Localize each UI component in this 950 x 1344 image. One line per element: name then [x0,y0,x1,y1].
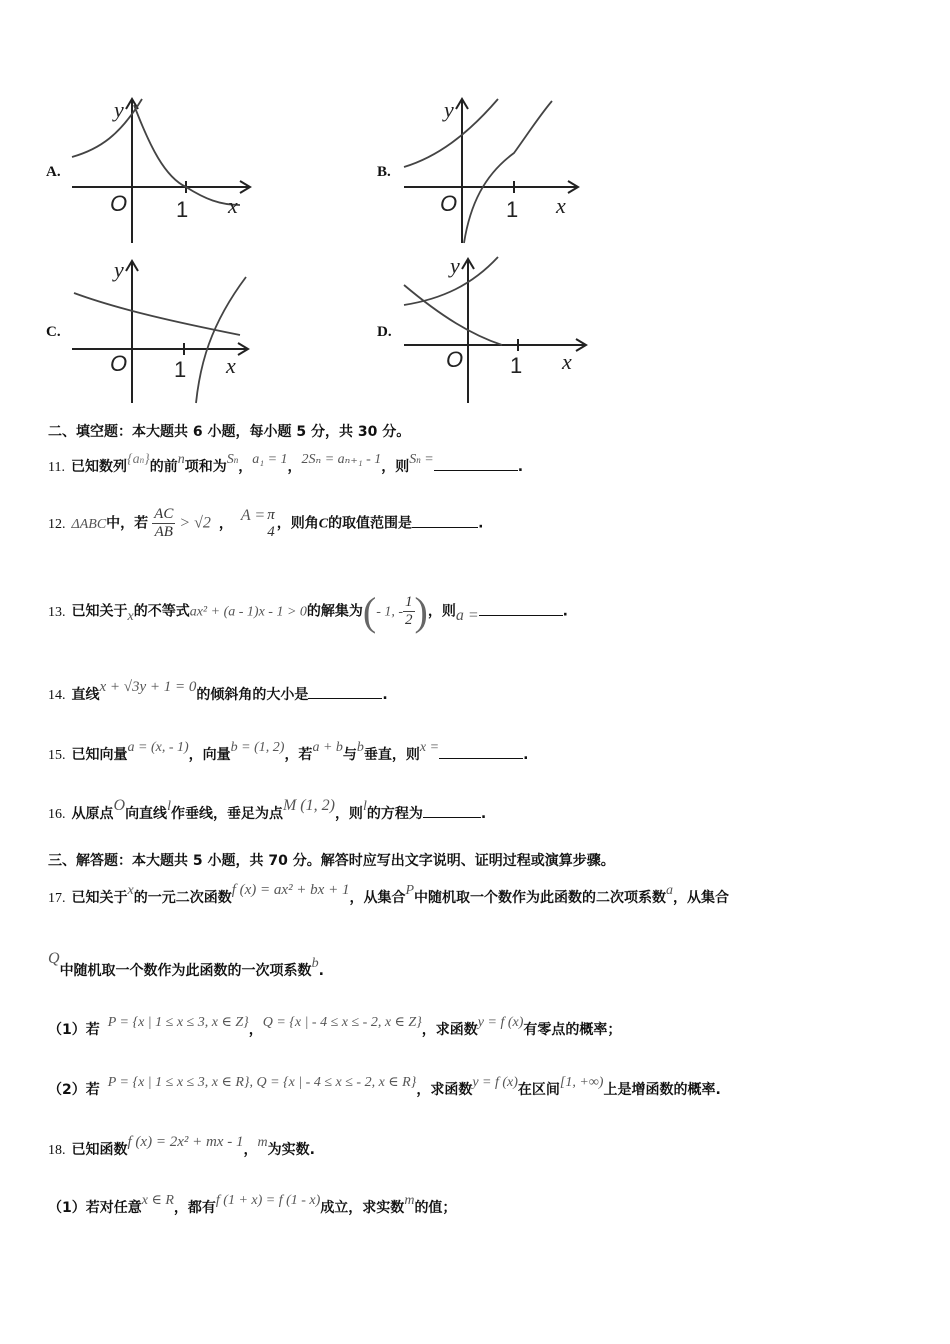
q15-text: ，向量 [188,747,231,763]
q12-pi-den: 4 [267,523,275,540]
q17-x: x [127,883,134,898]
q12-text: ，则角 [276,515,319,532]
q17-part2-end: 上是增函数的概率. [603,1082,721,1098]
q18-m: m [257,1135,268,1150]
tick-one-label: 1 [176,197,189,222]
q16-l2: l [362,799,367,814]
q17-part1-text: ，求函数 [421,1022,478,1038]
question-number: 14. [48,688,66,703]
question-number: 15. [48,748,66,763]
question-17-line2 [48,950,324,980]
q14-end: . [382,687,388,703]
q15-b: b [356,740,364,755]
option-b-label[interactable]: B. [377,164,391,180]
q12-pi-num: π [267,506,275,523]
q18-part1-text: ，都有 [173,1200,216,1216]
q11-seq-a: a [132,452,140,467]
q12-triangle: ΔABC [71,516,107,532]
q17-b: b [311,956,319,971]
question-number: 11. [48,460,65,475]
question-17-part1 [48,1015,622,1039]
q18-text: 为实数. [267,1142,315,1158]
q13-half-num: 1 [405,594,413,610]
q17-function: f (x) = ax² + bx + 1 [231,882,350,898]
q11-S2-sub: n [416,455,421,465]
q12-text: 的取值范围是 [328,515,413,532]
q15-sum: a + b [312,740,343,755]
q15-text: ，若 [284,747,313,763]
q12-gt: > √2 [179,514,211,532]
q18-text: ， [243,1142,258,1158]
q17-text: 中随机取一个数作为此函数的二次项系数 [414,890,667,906]
q11-S2 [409,452,433,467]
origin-label: O [110,191,128,216]
q18-text: 已知函数 [71,1142,128,1158]
q16-text: 从原点 [71,806,114,822]
answer-blank[interactable] [412,527,478,528]
q15-text: 已知向量 [71,747,128,763]
x-axis-label: x [228,193,238,218]
question-16 [48,797,487,823]
question-number: 13. [48,604,66,620]
section-solve-title: 三、解答题：本大题共 5 小题，共 70 分。解答时应写出文字说明、证明过程或演算步骤。 [48,853,615,869]
q13-inequality: ax² + (a - 1)x - 1 > 0 [189,604,307,620]
q17-Q: Q [48,950,60,967]
origin-label: O [446,347,464,372]
origin-label: O [440,191,458,216]
tick-one-label: 1 [506,197,519,222]
x-axis-label: x [556,193,566,218]
q18-part1-text: 成立，求实数 [320,1200,405,1216]
q17-part1-comma: ， [248,1022,263,1038]
answer-blank[interactable] [479,615,563,616]
q16-O: O [113,797,126,814]
question-15 [48,740,529,764]
q18-function: f (x) = 2x² + mx - 1 [127,1134,244,1150]
q17-text: ，从集合 [349,890,406,906]
q18-part1-x: x ∈ R [141,1193,174,1208]
q13-half-den: 2 [405,612,413,628]
q17-part1-label: （1）若 [48,1022,100,1038]
q15-x-eq: x = [419,740,440,755]
origin-label: O [110,351,128,376]
y-axis-label: y [444,97,454,122]
y-axis-label: y [114,97,124,122]
q12-text: 中，若 [106,515,149,532]
q11-eq: = [424,452,434,467]
option-c-graph [70,255,270,405]
q11-cond1: a₁ = 1 [252,452,288,467]
q17-part1-P: P = {x | 1 ≤ x ≤ 3, x ∈ Z} [107,1015,249,1030]
q17-text: 中随机取一个数作为此函数的一次项系数 [59,963,312,979]
y-axis-label: y [114,257,124,282]
option-b-graph [402,95,602,245]
q12-C: C [318,516,329,532]
q17-part2-label: （2）若 [48,1082,100,1098]
q16-text: ，则 [334,806,363,822]
q18-part1-m: m [404,1193,415,1208]
answer-blank[interactable] [308,698,382,699]
q12-frac-den: AB [154,524,173,540]
q17-text: . [318,963,324,979]
q16-text: 作垂线，垂足为点 [170,806,283,822]
q11-text: ，则 [381,459,410,475]
tick-one-label: 1 [174,357,187,382]
q12-pi-frac [265,507,277,541]
q15-text: 与 [342,747,357,763]
q11-S-sub: n [233,455,239,465]
question-12 [48,506,483,541]
q16-end: . [480,806,487,822]
question-14 [48,679,388,704]
q11-seq-sub: n [139,455,145,465]
option-d-graph [402,255,602,405]
answer-blank[interactable] [423,817,481,818]
question-17 [48,882,730,907]
q13-half [403,594,415,629]
option-c-label[interactable]: C. [46,324,61,340]
q13-text: ，则 [427,603,456,620]
q17-text: ，从集合 [673,890,730,906]
question-18 [48,1134,315,1159]
option-a-label[interactable]: A. [46,164,61,180]
q13-x: x [127,608,134,624]
option-a-graph [70,95,270,245]
question-17-part2 [48,1075,721,1099]
x-axis-label: x [226,353,236,378]
q18-part1-eq: f (1 + x) = f (1 - x) [215,1193,321,1208]
q16-text: 的方程为 [366,806,423,822]
q12-comma: ， [218,515,233,532]
question-number: 12. [48,516,66,532]
question-18-part1 [48,1193,457,1217]
q17-text: 的一元二次函数 [133,890,232,906]
question-13: 13. 已知关于x的不等式ax² + (a - 1)x - 1 > 0的解集为(- 1, - $\frac{1}{2}$ )，则a = . [48,589,568,634]
option-d-label[interactable]: D. [377,324,392,340]
q11-S [227,452,239,467]
q13-text: 已知关于 [71,603,128,620]
q17-part2-interval: [1, +∞) [559,1075,604,1090]
question-number: 18. [48,1143,66,1158]
q17-a: a [666,883,674,898]
q13-set-left: - 1, - [376,604,404,620]
q12-A-eq: A = [240,506,266,524]
q11-cond2: 2Sₙ = aₙ₊₁ - 1 [301,452,382,467]
question-number: 16. [48,807,66,822]
q13-text: 的解集为 [306,603,363,620]
answer-blank[interactable] [434,470,518,471]
question-number: 17. [48,891,66,906]
q17-part2-text: 在区间 [517,1082,560,1098]
q11-S-letter: S [226,452,234,467]
q13-end: . [562,603,568,620]
q17-part1-Q: Q = {x | - 4 ≤ x ≤ - 2, x ∈ Z} [262,1015,422,1030]
q11-seq: {an} [126,452,150,467]
q18-part1-end: 的值； [414,1200,457,1216]
q17-text: 已知关于 [71,890,128,906]
q17-part1-end: 有零点的概率； [523,1022,622,1038]
q16-text: 向直线 [125,806,168,822]
q12-fraction [152,506,175,541]
q17-part2-f: y = f (x) [472,1075,518,1090]
q11-n: n [177,452,185,467]
q15-end: . [523,747,529,763]
q14-text: 直线 [71,687,100,703]
q11-end: . [517,459,524,475]
section-fill-in-title: 二、填空题：本大题共 6 小题，每小题 5 分，共 30 分。 [48,424,411,440]
question-11: 11. 已知数列{an}的前n项和为Sn，a₁ = 1，2Sₙ = aₙ₊₁ - 1，则Sn = . [48,452,524,475]
answer-blank[interactable] [439,758,523,759]
q16-l: l [167,799,171,814]
q15-vector-b: b = (1, 2) [230,740,285,755]
q12-end: . [478,515,484,532]
q11-S2-letter: S [409,452,417,467]
q11-text: 的前 [149,459,178,475]
q12-frac-num: AC [154,506,174,522]
q17-part2-PQ: P = {x | 1 ≤ x ≤ 3, x ∈ R}, Q = {x | - 4 ≤ x ≤ - 2, x ∈ R} [107,1075,417,1090]
q13-text: 的不等式 [133,603,190,620]
q11-text: 已知数列 [70,459,127,475]
q18-part1-label: （1）若对任意 [48,1200,142,1216]
q17-part1-f: y = f (x) [477,1015,524,1030]
x-axis-label: x [562,349,572,374]
q15-vector-a: a = (x, - 1) [127,740,189,755]
q15-text: 垂直，则 [363,747,420,763]
q17-part2-text: ，求函数 [416,1082,473,1098]
q14-line: x + √3y + 1 = 0 [99,679,197,695]
tick-one-label: 1 [510,353,523,378]
q16-M: M (1, 2) [282,797,335,814]
y-axis-label: y [450,255,460,278]
q11-text: 项和为 [184,459,227,475]
q13-a-eq: a = [455,606,479,624]
q14-text: 的倾斜角的大小是 [196,687,309,703]
q17-P: P [405,883,415,898]
